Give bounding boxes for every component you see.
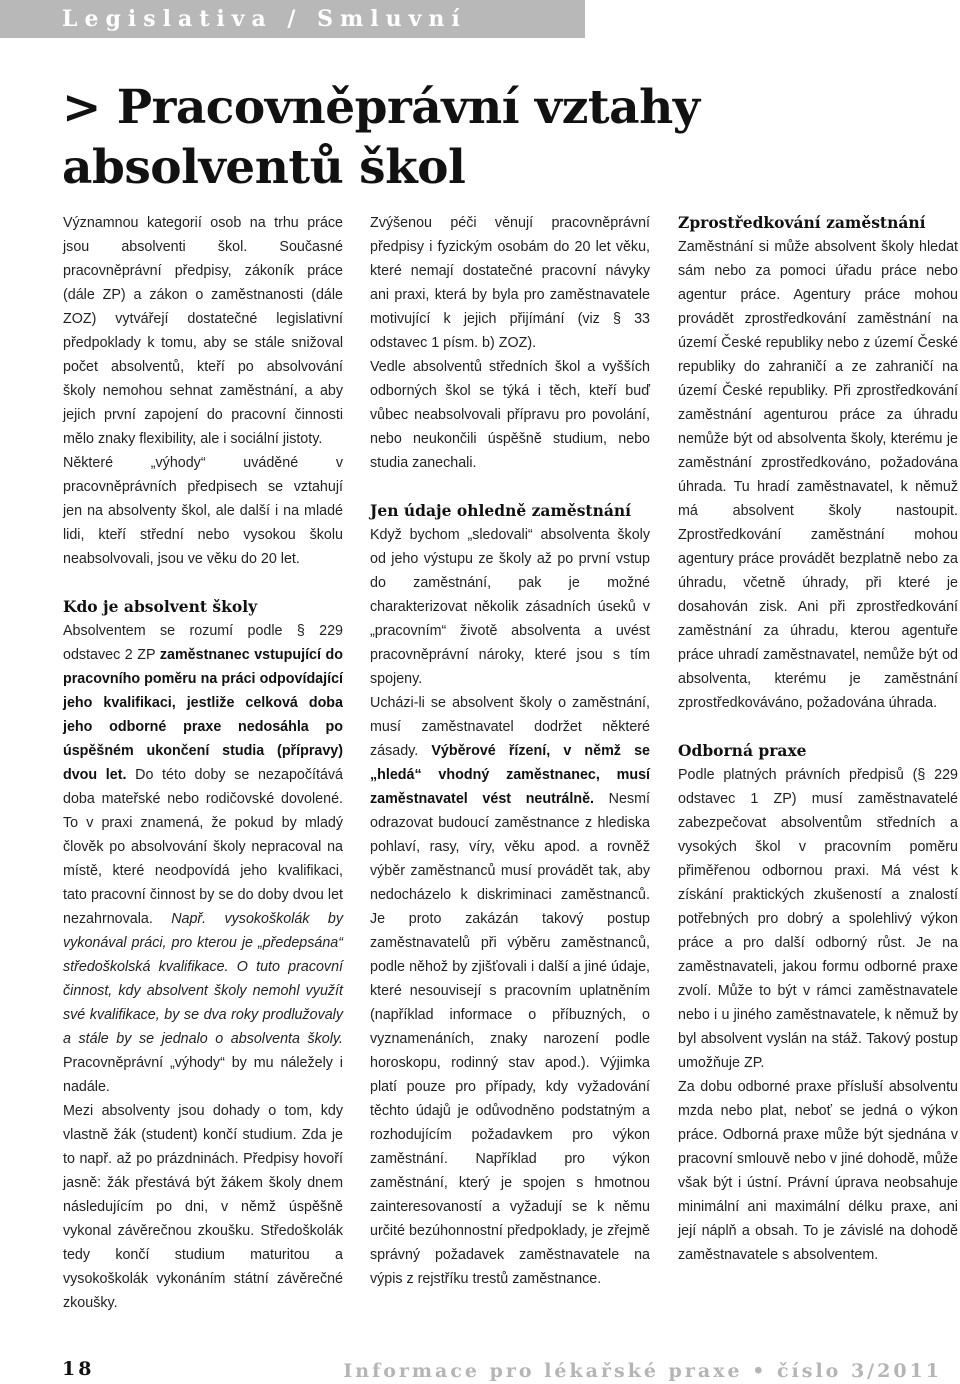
text-run: Pracovněprávní „výhody“ by mu náležely i nadále. <box>63 1055 343 1095</box>
paragraph: Zaměstnání si může absolvent školy hledat sám nebo za pomoci úřadu práce nebo agentur práce. Agentury práce mohou provádět zprostředkování zaměstnání na území České republiky nebo z území České republiky do zahraničí a ze zahraničí na území České republiky. Při zprostředkování zaměstnání agenturou práce za úhradu nemůže být od absolventa školy, kterému je zaměstnání zprostředkováno, požadována úhrada. Tu hradí zaměstnavatel, k němuž má absolvent školy nastoupit. Zprostředkování zaměstnání mohou agentury práce provádět bezplatně nebo za úhradu, včetně úhrady, při které je dosahován zisk. Ani při zprostředkování zaměstnání za úhradu, kterou agentuře práce uhradí zaměstnavatel, nemůže být od absolventa, kterému je zaměstnání zprostředkováváno, požadována úhrada. <box>678 239 958 711</box>
bold-text: zaměstnanec vstupující do pracovního poměru na práci odpovídající jeho kvalifikaci, jestliže celková doba jeho odborné praxe nedosáhla po úspěšném ukončení studia (přípravy) dvou let. <box>63 647 343 783</box>
paragraph: Za dobu odborné praxe přísluší absolventu mzda nebo plat, neboť se jedná o výkon práce. Odborná praxe může být sjednána v pracovní smlouvě nebo v jiné dohodě, může však být i ústní. Právní úprava neobsahuje minimální ani maximální délku praxe, ani její náplň a obsah. To je závislé na dohodě zaměstnavatele s absolventem. <box>678 1079 958 1263</box>
text-run: Do této doby se nezapočítává doba mateřské nebo rodičovské dovolené. To v praxi znamená, že pokud by mladý člověk po absolvování školy nepracoval na místě, které neodpovídá jeho kvalifikaci, tato pracovní činnost by se do doby dvou let nezahrnovala. <box>63 767 344 927</box>
paragraph <box>63 619 343 1099</box>
paragraph: Když bychom „sledovali“ absolventa školy od jeho výstupu ze školy až po první vstup do zaměstnání, pak je možné charakterizovat několik zásadních úseků v „pracovním“ životě absolventa a uvést pracovněprávní nároky, které jsou s tím spojeny. <box>370 527 650 687</box>
column-2 <box>370 211 650 1291</box>
page-number: 18 <box>62 1358 95 1380</box>
paragraph: Mezi absolventy jsou dohady o tom, kdy vlastně žák (student) končí studium. Zda je to např. až po prázdninách. Předpisy hovoří jasně: žák přestává být žákem školy dnem následujícím po dni, v němž úspěšně vykonal závěrečnou zkoušku. Středoškolák tedy končí studium maturitou a vysokoškolák vykonáním státní závěrečné zkoušky. <box>63 1103 343 1311</box>
paragraph: Některé „výhody“ uváděné v pracovněprávních předpisech se vztahují jen na absolventy škol, ale další i na mladé lidi, kteří střední nebo vysokou školu neabsolvovali, jsou ve věku do 20 let. <box>63 455 343 567</box>
paragraph: Významnou kategorií osob na trhu práce jsou absolventi škol. Současné pracovněprávní předpisy, zákoník práce (dále ZP) a zákon o zaměstnanosti (dále ZOZ) vytvářejí dostatečné legislativní předpoklady k tomu, aby se stále snižoval počet absolventů, kteří po absolvování školy nemohou sehnat zaměstnání, a aby jejich první zapojení do pracovní činnosti mělo znaky flexibility, ale i sociální jistoty. <box>63 215 343 447</box>
bold-text: Výběrové řízení, v němž se „hledá“ vhodný zaměstnanec, musí zaměstnavatel vést neutrálně. <box>370 743 650 807</box>
column-3 <box>678 211 958 1267</box>
column-1 <box>63 211 343 1315</box>
italic-text: Např. vysokoškolák by vykonával práci, pro kterou je „předepsána“ středoškolská kvalifikace. O tuto pracovní činnost, kdy absolvent školy nemohl využít své kvalifikace, by se dva roky prodlužovaly a stále by se jednalo o absolventa školy. <box>63 911 343 1047</box>
section-heading: Jen údaje ohledně zaměstnání <box>370 501 632 520</box>
journal-footer: Informace pro lékařské praxe • číslo 3/2011 <box>343 1360 942 1382</box>
text-run: Absolventem se rozumí podle § 229 odstavec 2 ZP <box>63 623 343 663</box>
article-title: > Pracovněprávní vztahy absolventů škol <box>62 80 700 195</box>
paragraph: Podle platných právních předpisů (§ 229 odstavec 1 ZP) musí zaměstnavatelé zabezpečovat absolventům středních a vysokých škol v pracovním poměru přiměřenou odbornou praxi. Má vést k získání praktických zkušeností a znalostí potřebných pro dobrý a spolehlivý výkon práce a pro další odborný růst. Je na zaměstnavateli, jakou formu odborné praxe zvolí. Může to být v rámci zaměstnavatele nebo i u jiného zaměstnavatele, k němuž by byl absolvent vyslán na stáž. Takový postup umožňuje ZP. <box>678 767 958 1071</box>
paragraph: Zvýšenou péči věnují pracovněprávní předpisy i fyzickým osobám do 20 let věku, které nemají dostatečné pracovní návyky ani praxi, která by byla pro zaměstnavatele motivující k jejich přijímání (viz § 33 odstavec 1 písm. b) ZOZ). <box>370 215 650 351</box>
section-heading: Odborná praxe <box>678 741 807 760</box>
paragraph <box>370 691 650 1291</box>
section-heading: Kdo je absolvent školy <box>63 597 258 616</box>
section-heading: Zprostředkování zaměstnání <box>678 213 926 232</box>
paragraph: Vedle absolventů středních škol a vyšších odborných škol se týká i těch, kteří buď vůbec neabsolvovali přípravu pro povolání, nebo neukončili úspěšně studium, nebo studia zanechali. <box>370 359 650 471</box>
text-run: Ucházi-li se absolvent školy o zaměstnání, musí zaměstnavatel dodržet některé zásady. <box>370 695 650 759</box>
text-run: Nesmí odrazovat budoucí zaměstnance z hlediska pohlaví, rasy, víry, věku apod. a rovněž výběr zaměstnanců musí provádět tak, aby nedocházelo k diskriminaci zaměstnanců. Je proto zakázán takový postup zaměstnavatelů při výběru zaměstnanců, podle něhož by zjišťovali i další a jiné údaje, které nesouvisejí s pracovním uplatněním (například informace o příbuzných, o vyznamenáních, znaky narození podle horoskopu, rodinný stav apod.). Výjimka platí pouze pro případy, kdy vyžadování těchto údajů je odůvodněno podstatným a rozhodujícím požadavkem pro výkon zaměstnání. Například pro výkon zaměstnání, který je spojen s hmotnou zainteresovaností a vyžadují se k němu určité bezúhonnostní předpoklady, je zřejmě správný požadavek zaměstnavatele na výpis z rejstříku trestů zaměstnance. <box>370 791 650 1287</box>
section-header: Legislativa / Smluvní vztahy <box>0 0 585 38</box>
